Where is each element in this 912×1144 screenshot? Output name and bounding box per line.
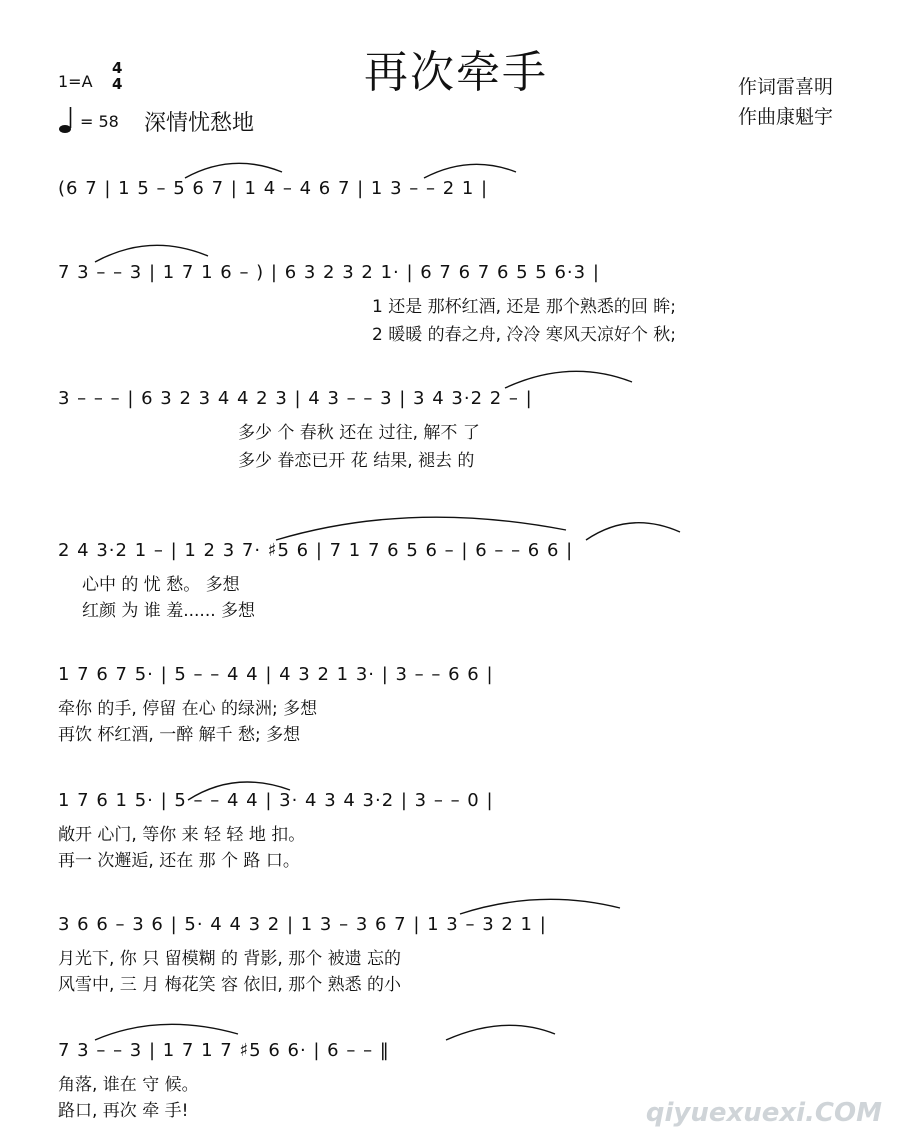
- score-row-6-lyrics-1: 敞开 心门, 等你 来 轻 轻 地 扣。: [58, 825, 306, 845]
- watermark: qiyuexuexi.COM: [645, 1098, 882, 1128]
- lyricist-credit: 作词雷喜明: [738, 76, 834, 98]
- song-title: 再次牵手: [364, 47, 548, 98]
- key-signature: 1=A: [58, 72, 93, 91]
- tempo-mark: = 58: [80, 112, 119, 131]
- score-row-6-notes: 1 7 6 1 5· | 5 – – 4 4 | 3· 4 3 4 3·2 | 3 – – 0 |: [58, 790, 494, 811]
- score-row-5-lyrics-2: 再饮 杯红酒, 一醉 解千 愁; 多想: [58, 725, 301, 745]
- score-row-7-lyrics-2: 风雪中, 三 月 梅花笑 容 依旧, 那个 熟悉 的小: [58, 975, 402, 995]
- score-row-4-notes: 2 4 3·2 1 – | 1 2 3 7· ♯5 6 | 7 1 7 6 5 6 – | 6 – – 6 6 |: [58, 540, 574, 561]
- score-row-8-lyrics-1: 角落, 谁在 守 候。: [58, 1075, 199, 1095]
- score-row-3-lyrics-1: 多少 个 春秋 还在 过往, 解不 了: [238, 423, 480, 443]
- composer-credit: 作曲康魁宇: [738, 106, 834, 128]
- score-row-5-notes: 1 7 6 7 5· | 5 – – 4 4 | 4 3 2 1 3· | 3 – – 6 6 |: [58, 664, 494, 685]
- score-row-6-lyrics-2: 再一 次邂逅, 还在 那 个 路 口。: [58, 851, 300, 871]
- score-row-7-notes: 3 6 6 – 3 6 | 5· 4 4 3 2 | 1 3 – 3 6 7 | 1 3 – 3 2 1 |: [58, 914, 547, 935]
- score-row-3-lyrics-2: 多少 眷恋已开 花 结果, 褪去 的: [238, 451, 475, 471]
- score-row-3-notes: 3 – – – | 6 3 2 3 4 4 2 3 | 4 3 – – 3 | 3 4 3·2 2 – |: [58, 388, 533, 409]
- score-row-2-notes: 7 3 – – 3 | 1 7 1 6 – ) | 6 3 2 3 2 1· | 6 7 6 7 6 5 5 6·3 |: [58, 262, 600, 283]
- score-row-2-lyrics-2: 2 暖暖 的春之舟, 冷冷 寒风天凉好个 秋;: [372, 325, 676, 345]
- score-row-7-lyrics-1: 月光下, 你 只 留模糊 的 背影, 那个 被遗 忘的: [58, 949, 402, 969]
- score-row-2-lyrics-1: 1 还是 那杯红酒, 还是 那个熟悉的回 眸;: [372, 297, 676, 317]
- time-signature-bottom: 4: [112, 75, 123, 93]
- score-row-1-notes: (6 7 | 1 5 – 5 6 7 | 1 4 – 4 6 7 | 1 3 – – 2 1 |: [58, 178, 489, 199]
- score-row-8-lyrics-2: 路口, 再次 牵 手!: [58, 1101, 189, 1121]
- expression-mark: 深情忧愁地: [144, 111, 255, 136]
- time-signature-top: 4: [112, 59, 123, 77]
- score-row-5-lyrics-1: 牵你 的手, 停留 在心 的绿洲; 多想: [58, 699, 318, 719]
- score-row-8-notes: 7 3 – – 3 | 1 7 1 7 ♯5 6 6· | 6 – – ‖: [58, 1040, 390, 1061]
- score-row-4-lyrics-2: 红颜 为 谁 羞...... 多想: [82, 601, 256, 621]
- score-row-4-lyrics-1: 心中 的 忧 愁。 多想: [82, 575, 240, 595]
